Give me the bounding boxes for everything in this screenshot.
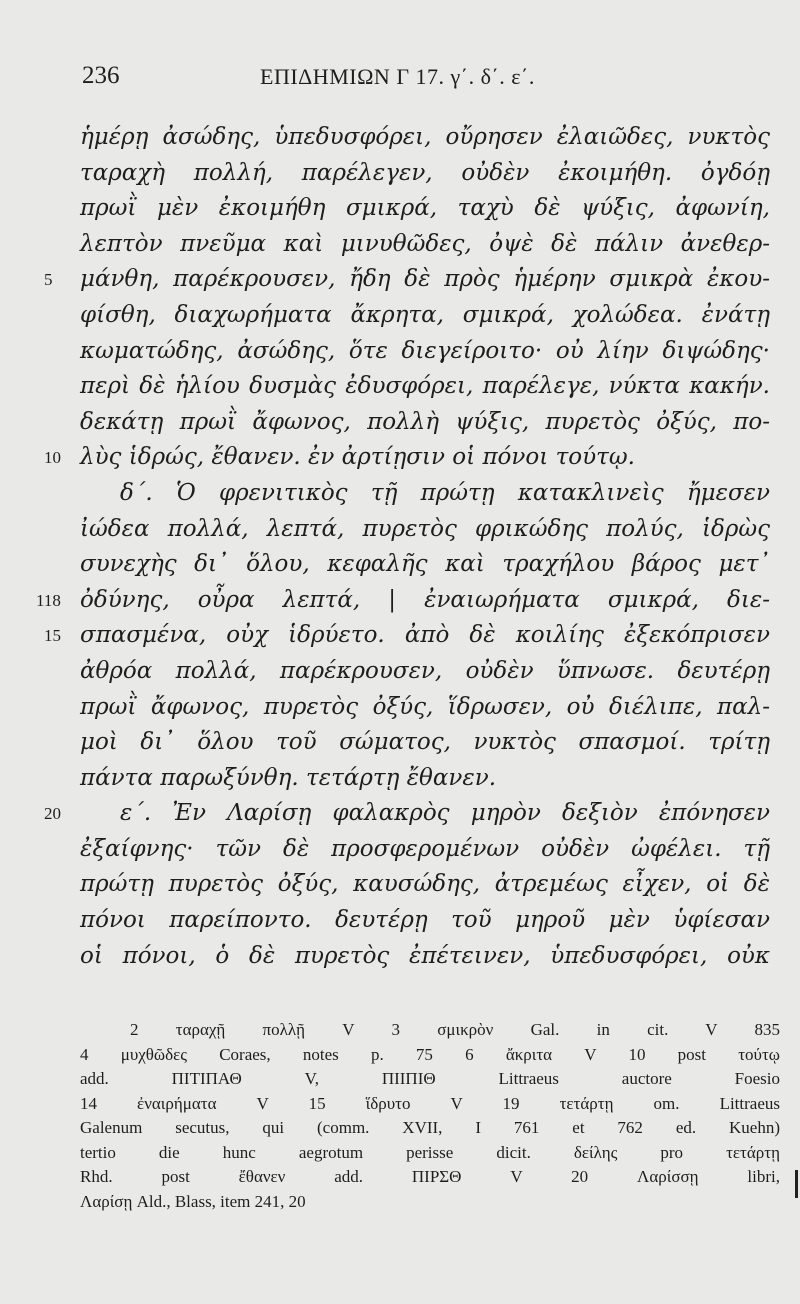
apparatus-line: 2 ταραχῇ πολλῇ V 3 σμικρὸν Gal. in cit. V 835 <box>130 1020 780 1039</box>
text-line <box>80 867 770 903</box>
text-line <box>80 120 770 156</box>
apparatus-line: Λαρίσῃ Ald., Blass, item 241, 20 <box>80 1191 306 1211</box>
apparatus-line: Rhd. post ἔθανεν add. ΠΙΡΣΘ V 20 Λαρίσσῃ libri, <box>80 1167 780 1186</box>
line-text: μάνθη, παρέκρουσεν, ἤδη δὲ πρὸς ἡμέρην σμικρὰ ἐκου- <box>80 266 770 293</box>
text-line <box>36 583 770 619</box>
section-start-line <box>80 476 770 512</box>
main-text <box>36 120 770 974</box>
line-text: πόνοι παρείποντο. δευτέρῃ τοῦ μηροῦ μὲν ὑφίεσαν <box>80 907 770 934</box>
text-line <box>80 227 770 263</box>
text-line <box>80 547 770 583</box>
line-text: ἀθρόα πολλά, παρέκρουσεν, οὐδὲν ὕπνωσε. δευτέρῃ <box>80 657 770 684</box>
line-text: ἡμέρῃ ἀσώδης, ὑπεδυσφόρει, οὔρησεν ἐλαιῶδες, νυκτὸς <box>80 124 770 150</box>
text-line <box>80 939 770 975</box>
text-line <box>80 405 770 441</box>
line-number: 15 <box>44 626 61 646</box>
text-line <box>44 440 770 476</box>
text-line <box>80 654 770 690</box>
text-line <box>80 369 770 405</box>
page-edge-mark <box>795 1170 798 1198</box>
line-text: ἰώδεα πολλά, λεπτά, πυρετὸς φρικώδης πολύς, ἱδρὼς <box>80 515 770 542</box>
text-line <box>80 512 770 548</box>
text-line <box>80 903 770 939</box>
line-number: 118 <box>36 590 61 610</box>
page-number: 236 <box>82 62 120 89</box>
text-line <box>44 262 770 298</box>
page-header <box>70 62 770 102</box>
running-title: ΕΠΙΔΗΜΙΩΝ Γ 17. γ΄. δ΄. ε΄. <box>260 64 535 89</box>
text-line <box>80 334 770 370</box>
apparatus-line: tertio die hunc aegrotum perisse dicit. δείλης pro τετάρτῃ <box>80 1142 780 1162</box>
line-text: ε΄. Ἐν Λαρίσῃ φαλακρὸς μηρὸν δεξιὸν ἐπόνησεν <box>120 800 770 827</box>
line-text: φίσθη, διαχωρήματα ἄκρητα, σμικρά, χολώδεα. ἐνάτῃ <box>80 301 770 328</box>
line-number: 10 <box>44 448 61 468</box>
text-line <box>80 156 770 192</box>
text-line <box>80 761 770 797</box>
line-text: πρωῒ μὲν ἐκοιμήθη σμικρά, ταχὺ δὲ ψύξις, ἀφωνίη, <box>80 195 770 222</box>
line-text: λεπτὸν πνεῦμα καὶ μινυθῶδες, ὀψὲ δὲ πάλιν ἀνεθερ- <box>80 230 770 257</box>
line-text: ταραχὴ πολλή, παρέλεγεν, οὐδὲν ἐκοιμήθη. ὀγδόῃ <box>80 159 770 186</box>
line-number: 20 <box>44 804 61 824</box>
section-start-line <box>44 796 770 832</box>
line-text: πάντα παρωξύνθη. τετάρτῃ ἔθανεν. <box>80 764 496 791</box>
line-text: μοὶ δι᾽ ὅλου τοῦ σώματος, νυκτὸς σπασμοί. τρίτῃ <box>80 729 770 756</box>
line-text: περὶ δὲ ἡλίου δυσμὰς ἐδυσφόρει, παρέλεγε, νύκτα κακήν. <box>80 373 770 400</box>
line-text: κωματώδης, ἀσώδης, ὅτε διεγείροιτο· οὐ λίην διψώδης· <box>80 337 770 364</box>
text-line <box>80 298 770 334</box>
apparatus-line: add. ΠΙΤΙΠΑΘ V, ΠΙΙΠΙΘ Littraeus auctore Foesio <box>80 1069 780 1088</box>
text-line <box>44 618 770 654</box>
line-text: λὺς ἱδρώς, ἔθανεν. ἐν ἀρτίῃσιν οἱ πόνοι τούτῳ. <box>80 444 635 471</box>
apparatus-line: Galenum secutus, qui (comm. XVII, I 761 et 762 ed. Kuehn) <box>80 1118 780 1137</box>
line-text: συνεχὴς δι᾽ ὅλου, κεφαλῆς καὶ τραχήλου βάρος μετ᾽ <box>80 551 770 578</box>
line-text: σπασμένα, οὐχ ἱδρύετο. ἀπὸ δὲ κοιλίης ἐξεκόπρισεν <box>80 622 770 649</box>
critical-apparatus <box>80 1018 780 1214</box>
line-text: πρώτῃ πυρετὸς ὀξύς, καυσώδης, ἀτρεμέως εἶχεν, οἱ δὲ <box>80 871 770 898</box>
line-text: δ΄. Ὁ φρενιτικὸς τῇ πρώτῃ κατακλινεὶς ἤμεσεν <box>120 479 770 506</box>
line-number: 5 <box>44 270 53 290</box>
text-line <box>80 191 770 227</box>
text-line <box>80 832 770 868</box>
apparatus-line: 4 μυχθῶδες Coraes, notes p. 75 6 ἄκριτα V 10 post τούτῳ <box>80 1044 780 1064</box>
line-text: οἱ πόνοι, ὁ δὲ πυρετὸς ἐπέτεινεν, ὑπεδυσφόρει, οὐκ <box>80 942 770 969</box>
text-line <box>80 690 770 726</box>
line-text: ἐξαίφνης· τῶν δὲ προσφερομένων οὐδὲν ὠφέλει. τῇ <box>80 835 770 862</box>
line-text: δεκάτῃ πρωῒ ἄφωνος, πολλὴ ψύξις, πυρετὸς ὀξύς, πο- <box>80 408 770 435</box>
apparatus-line: 14 ἐναιρήματα V 15 ἵδρυτο V 19 τετάρτῃ om. Littraeus <box>80 1093 780 1113</box>
line-text: ὀδύνης, οὖρα λεπτά, | ἐναιωρήματα σμικρά, διε- <box>80 586 770 613</box>
text-line <box>80 725 770 761</box>
line-text: πρωῒ ἄφωνος, πυρετὸς ὀξύς, ἵδρωσεν, οὐ διέλιπε, παλ- <box>80 693 770 720</box>
